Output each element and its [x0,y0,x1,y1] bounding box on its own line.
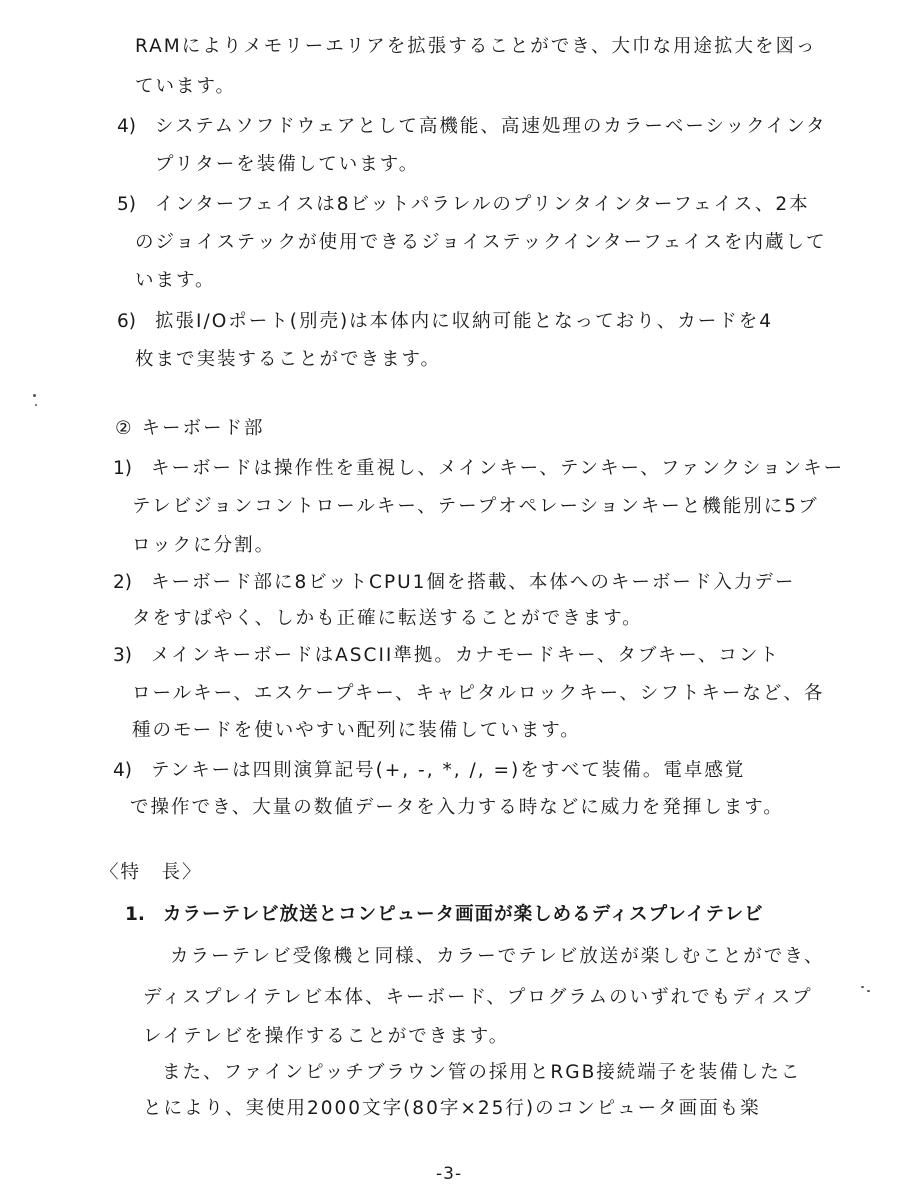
text-line: ロックに分割。 [132,535,276,556]
text-line: RAMによりメモリーエリアを拡張することができ、大巾な用途拡大を図っ [135,36,817,57]
text-line: キーボード部に8ビットCPU1個を搭載、本体へのキーボード入力デー [151,572,796,593]
text-line: メインキーボードはASCII準拠。カナモードキー、タブキー、コント [151,645,780,666]
text-line: カラーテレビ受像機と同様、カラーでテレビ放送が楽しむことができ、 [170,946,825,967]
item-number: 4) [117,116,136,137]
text-line: タをすばやく、しかも正確に転送することができます。 [132,608,643,629]
item-number: 1) [113,458,132,479]
feature-1-title [125,906,764,925]
text-line: システムソフドウェアとして高機能、高速処理のカラーベーシックインタ [155,116,827,137]
text-line: います。 [135,270,216,291]
keyboard-item-4 [113,762,745,781]
text-line: また、ファインピッチブラウン管の採用とRGB接続端子を装備したこ [162,1062,802,1083]
text-line: カラーテレビ放送とコンピュータ画面が楽しめるディスプレイテレビ [163,904,764,925]
text-line: 枚まで実装することができます。 [135,349,442,370]
keyboard-item-1 [113,460,844,479]
text-line: ディスプレイテレビ本体、キーボード、プログラムのいずれでもディスプ [143,987,813,1008]
text-line: で操作でき、大量の数値データを入力する時などに威力を発揮します。 [130,797,784,818]
text-line: 種のモードを使いやすい配列に装備しています。 [132,720,581,741]
text-line: インターフェイスは8ビットパラレルのプリンタインターフェイス、2本 [155,194,810,215]
text-line: レイテレビを操作することができます。 [143,1026,510,1047]
list-item-6 [117,313,773,332]
text-line: テンキーは四則演算記号(+, -, *, /, =)をすべて装備。電卓感覚 [151,760,746,781]
scan-speck [33,394,36,397]
text-line: のジョイステックが使用できるジョイステックインターフェイスを内蔵して [135,232,827,253]
item-number: 4) [113,760,132,781]
section-heading-keyboard: ② キーボード部 [115,418,265,439]
scan-speck [861,986,864,988]
list-item-4 [117,118,827,137]
text-line: ロールキー、エスケープキー、キャピタルロックキー、シフトキーなど、各 [132,683,825,704]
item-number: 5) [117,194,136,215]
text-line: テレビジョンコントロールキー、テープオペレーションキーと機能別に5ブ [132,496,819,517]
text-line: 拡張I/Oポート(別売)は本体内に収納可能となっており、カードを4 [155,311,773,332]
item-number: 2) [113,572,132,593]
page-number: -3- [436,1164,463,1184]
text-line: ています。 [135,76,237,97]
keyboard-item-2 [113,574,795,593]
item-number: 1. [125,904,145,925]
scan-speck [35,404,37,406]
item-number: 3) [113,645,132,666]
item-number: 6) [117,311,136,332]
list-item-5 [117,196,810,215]
features-heading: 〈特 長〉 [100,862,203,883]
text-line: プリターを装備しています。 [155,154,420,175]
scan-speck [867,990,870,992]
text-line: とにより、実使用2000文字(80字×25行)のコンピュータ画面も楽 [143,1098,761,1119]
text-line: キーボードは操作性を重視し、メインキー、テンキー、ファンクションキー [151,458,845,479]
keyboard-item-3 [113,647,780,666]
